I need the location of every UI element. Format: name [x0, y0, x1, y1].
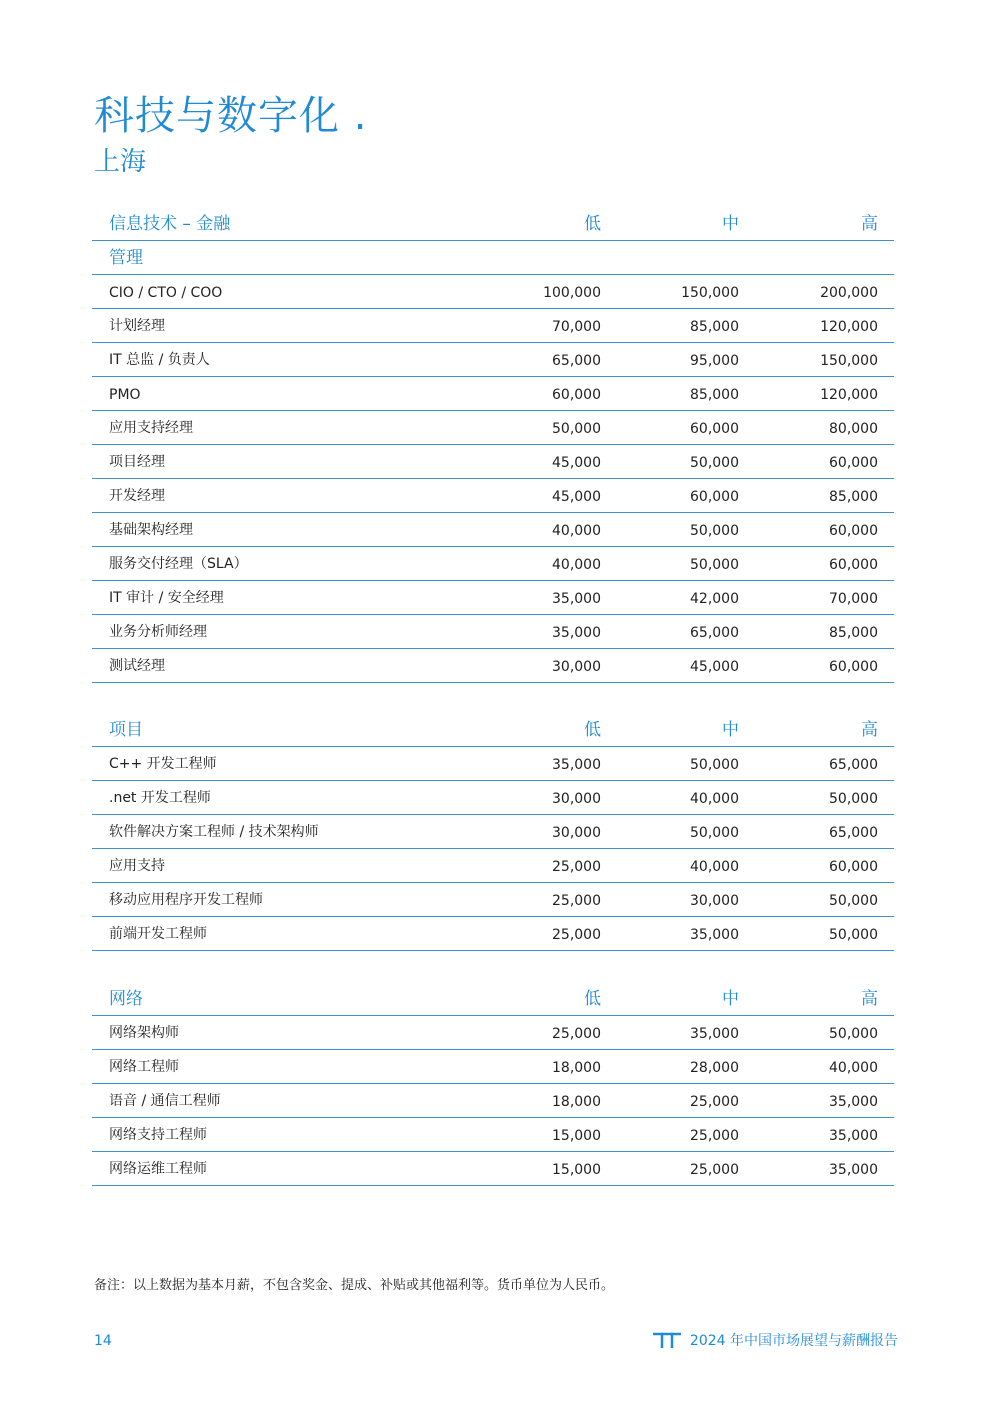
table-row: [92, 377, 894, 411]
salary-mid-cell: 35,000: [690, 1026, 739, 1042]
salary-high-cell: 150,000: [820, 353, 878, 369]
column-header-low: 低: [584, 214, 601, 234]
salary-low-cell: 18,000: [552, 1094, 601, 1110]
salary-mid-cell: 60,000: [690, 489, 739, 505]
salary-low-cell: 18,000: [552, 1060, 601, 1076]
table-row: [92, 615, 894, 649]
salary-mid-cell: 25,000: [690, 1162, 739, 1178]
salary-low-cell: 30,000: [552, 659, 601, 675]
brand-logo-icon: [652, 1331, 682, 1349]
table-row: [92, 547, 894, 581]
job-title-cell: 网络支持工程师: [109, 1127, 207, 1143]
section-title: 项目: [109, 720, 143, 740]
table-row: [92, 581, 894, 615]
column-header-mid: 中: [722, 720, 739, 740]
salary-low-cell: 25,000: [552, 927, 601, 943]
section-header: [92, 713, 894, 747]
page-title: 科技与数字化 .: [94, 93, 368, 139]
salary-high-cell: 65,000: [829, 825, 878, 841]
job-title-cell: 软件解决方案工程师 / 技术架构师: [109, 824, 319, 840]
table-row: [92, 1016, 894, 1050]
salary-high-cell: 65,000: [829, 757, 878, 773]
salary-high-cell: 40,000: [829, 1060, 878, 1076]
job-title-cell: 移动应用程序开发工程师: [109, 892, 263, 908]
section-title: 网络: [109, 989, 143, 1009]
salary-mid-cell: 60,000: [690, 421, 739, 437]
salary-low-cell: 30,000: [552, 791, 601, 807]
table-row: [92, 849, 894, 883]
column-header-mid: 中: [722, 989, 739, 1009]
job-title-cell: C++ 开发工程师: [109, 756, 217, 772]
table-row: [92, 1118, 894, 1152]
table-row: [92, 1152, 894, 1186]
salary-low-cell: 25,000: [552, 1026, 601, 1042]
salary-mid-cell: 40,000: [690, 859, 739, 875]
column-header-high: 高: [861, 720, 878, 740]
salary-mid-cell: 50,000: [690, 557, 739, 573]
salary-mid-cell: 40,000: [690, 791, 739, 807]
job-title-cell: PMO: [109, 387, 141, 403]
salary-low-cell: 45,000: [552, 489, 601, 505]
salary-high-cell: 200,000: [820, 285, 878, 301]
job-title-cell: 业务分析师经理: [109, 624, 207, 640]
table-row: [92, 343, 894, 377]
salary-mid-cell: 50,000: [690, 825, 739, 841]
report-title: 2024 年中国市场展望与薪酬报告: [689, 1333, 898, 1349]
salary-low-cell: 35,000: [552, 757, 601, 773]
job-title-cell: 基础架构经理: [109, 522, 193, 538]
table-row: [92, 479, 894, 513]
salary-high-cell: 50,000: [829, 1026, 878, 1042]
table-row: [92, 513, 894, 547]
salary-high-cell: 70,000: [829, 591, 878, 607]
job-title-cell: 前端开发工程师: [109, 926, 207, 942]
section-header: [92, 207, 894, 241]
salary-mid-cell: 45,000: [690, 659, 739, 675]
footnote: 备注：以上数据为基本月薪，不包含奖金、提成、补贴或其他福利等。货币单位为人民币。: [94, 1278, 615, 1293]
column-header-high: 高: [861, 214, 878, 234]
salary-low-cell: 65,000: [552, 353, 601, 369]
salary-mid-cell: 65,000: [690, 625, 739, 641]
table-row: [92, 411, 894, 445]
salary-high-cell: 50,000: [829, 927, 878, 943]
salary-low-cell: 50,000: [552, 421, 601, 437]
salary-high-cell: 120,000: [820, 387, 878, 403]
salary-high-cell: 60,000: [829, 523, 878, 539]
job-title-cell: 开发经理: [109, 488, 165, 504]
job-title-cell: 计划经理: [109, 318, 165, 334]
salary-low-cell: 100,000: [543, 285, 601, 301]
job-title-cell: 项目经理: [109, 454, 165, 470]
job-title-cell: 网络架构师: [109, 1025, 179, 1041]
salary-mid-cell: 50,000: [690, 757, 739, 773]
salary-low-cell: 40,000: [552, 523, 601, 539]
job-title-cell: CIO / CTO / COO: [109, 285, 223, 301]
table-row: [92, 1050, 894, 1084]
job-title-cell: 网络运维工程师: [109, 1161, 207, 1177]
salary-mid-cell: 85,000: [690, 319, 739, 335]
salary-mid-cell: 25,000: [690, 1094, 739, 1110]
salary-high-cell: 60,000: [829, 859, 878, 875]
footer: [652, 1330, 898, 1350]
section-it-finance: [92, 207, 894, 683]
job-title-cell: 服务交付经理（SLA）: [109, 556, 248, 572]
salary-high-cell: 85,000: [829, 489, 878, 505]
salary-low-cell: 15,000: [552, 1128, 601, 1144]
table-row: [92, 649, 894, 683]
job-title-cell: .net 开发工程师: [109, 790, 211, 806]
salary-low-cell: 25,000: [552, 893, 601, 909]
salary-mid-cell: 35,000: [690, 927, 739, 943]
salary-low-cell: 35,000: [552, 591, 601, 607]
salary-mid-cell: 85,000: [690, 387, 739, 403]
table-row: [92, 747, 894, 781]
salary-low-cell: 25,000: [552, 859, 601, 875]
salary-low-cell: 40,000: [552, 557, 601, 573]
section-header: [92, 982, 894, 1016]
salary-high-cell: 35,000: [829, 1128, 878, 1144]
salary-low-cell: 70,000: [552, 319, 601, 335]
job-title-cell: 应用支持: [109, 858, 165, 874]
salary-mid-cell: 150,000: [681, 285, 739, 301]
page-number: 14: [94, 1333, 112, 1349]
section-network: [92, 982, 894, 1186]
salary-high-cell: 85,000: [829, 625, 878, 641]
job-title-cell: 网络工程师: [109, 1059, 179, 1075]
salary-high-cell: 35,000: [829, 1162, 878, 1178]
salary-mid-cell: 30,000: [690, 893, 739, 909]
job-title-cell: IT 审计 / 安全经理: [109, 590, 224, 606]
table-row: [92, 883, 894, 917]
section-subheader: [92, 241, 894, 275]
salary-mid-cell: 95,000: [690, 353, 739, 369]
salary-low-cell: 15,000: [552, 1162, 601, 1178]
salary-high-cell: 60,000: [829, 659, 878, 675]
table-row: [92, 917, 894, 951]
salary-low-cell: 30,000: [552, 825, 601, 841]
column-header-mid: 中: [722, 214, 739, 234]
job-title-cell: 语音 / 通信工程师: [109, 1093, 221, 1109]
section-projects: [92, 713, 894, 951]
job-title-cell: IT 总监 / 负责人: [109, 352, 210, 368]
salary-high-cell: 35,000: [829, 1094, 878, 1110]
salary-high-cell: 50,000: [829, 893, 878, 909]
section-title: 信息技术 – 金融: [109, 214, 231, 234]
job-title-cell: 测试经理: [109, 658, 165, 674]
column-header-high: 高: [861, 989, 878, 1009]
salary-high-cell: 80,000: [829, 421, 878, 437]
salary-mid-cell: 50,000: [690, 455, 739, 471]
salary-mid-cell: 25,000: [690, 1128, 739, 1144]
salary-high-cell: 120,000: [820, 319, 878, 335]
salary-high-cell: 60,000: [829, 455, 878, 471]
table-row: [92, 275, 894, 309]
table-row: [92, 309, 894, 343]
job-title-cell: 应用支持经理: [109, 420, 193, 436]
salary-low-cell: 35,000: [552, 625, 601, 641]
table-row: [92, 445, 894, 479]
column-header-low: 低: [584, 720, 601, 740]
salary-low-cell: 45,000: [552, 455, 601, 471]
salary-high-cell: 60,000: [829, 557, 878, 573]
salary-high-cell: 50,000: [829, 791, 878, 807]
salary-mid-cell: 42,000: [690, 591, 739, 607]
table-row: [92, 815, 894, 849]
subheader-label: 管理: [109, 248, 143, 268]
table-row: [92, 1084, 894, 1118]
salary-low-cell: 60,000: [552, 387, 601, 403]
table-row: [92, 781, 894, 815]
salary-mid-cell: 28,000: [690, 1060, 739, 1076]
page-subtitle: 上海: [94, 147, 147, 177]
salary-mid-cell: 50,000: [690, 523, 739, 539]
column-header-low: 低: [584, 989, 601, 1009]
